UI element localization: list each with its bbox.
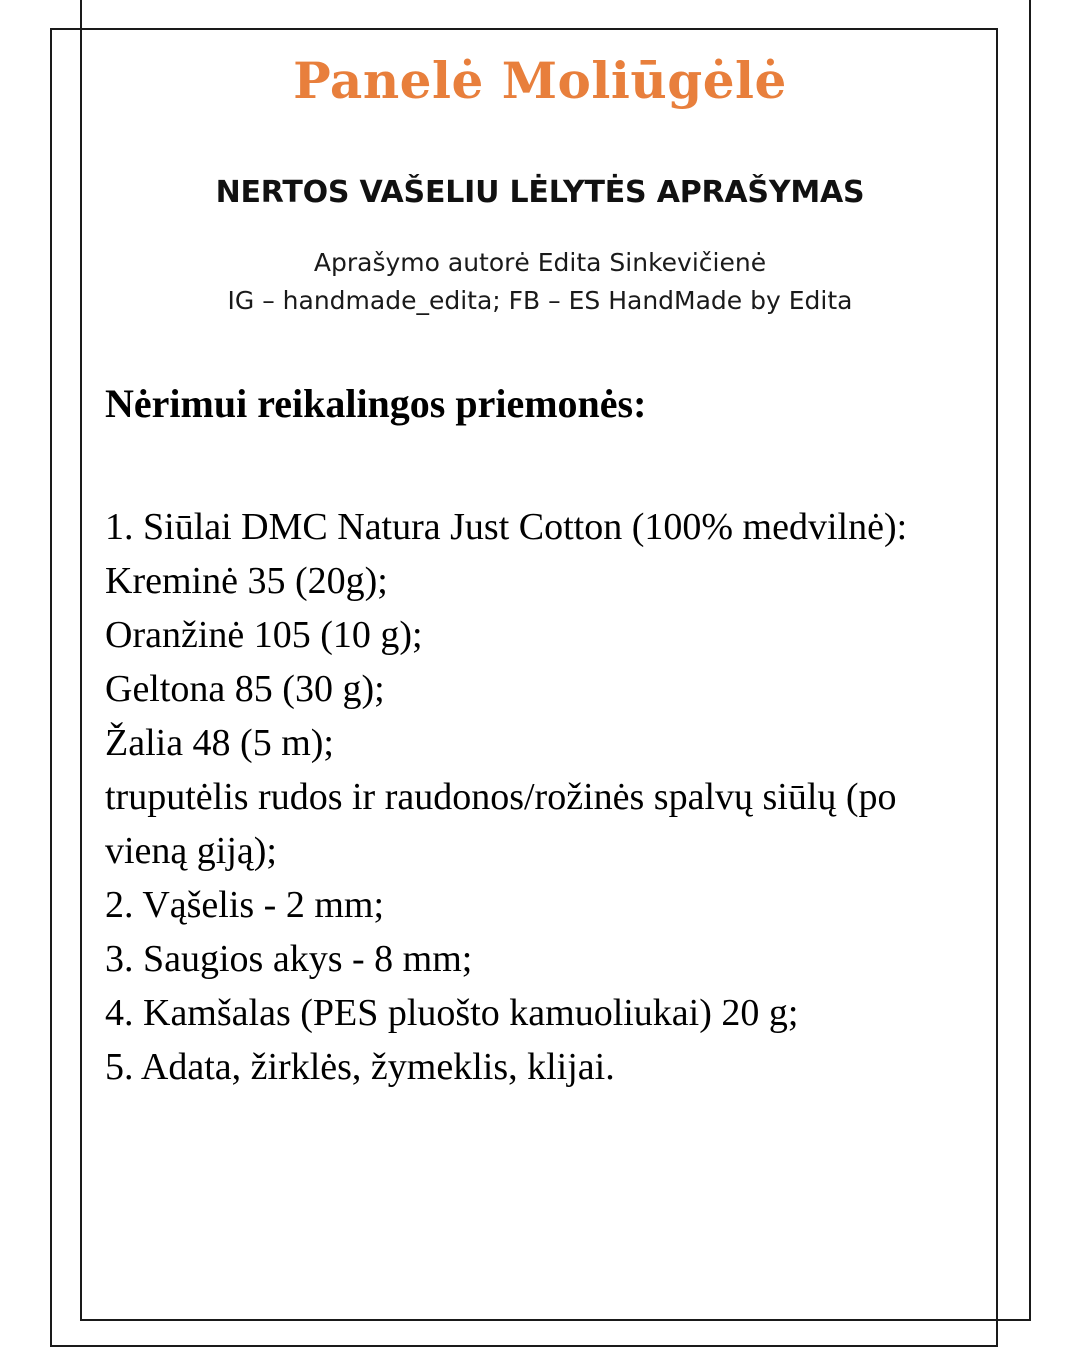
list-item: 1. Siūlai DMC Natura Just Cotton (100% medvilnė): <box>105 506 908 548</box>
list-item: 5. Adata, žirklės, žymeklis, klijai. <box>105 1046 615 1088</box>
list-item: Žalia 48 (5 m); <box>105 722 334 764</box>
list-item: Kreminė 35 (20g); <box>105 560 388 602</box>
list-item: Geltona 85 (30 g); <box>105 668 385 710</box>
list-item: 2. Vąšelis - 2 mm; <box>105 884 385 926</box>
list-item: truputėlis rudos ir raudonos/rožinės spalvų siūlų (po vieną giją); <box>105 776 897 872</box>
list-item: Oranžinė 105 (10 g); <box>105 614 423 656</box>
materials-list <box>105 500 955 1094</box>
byline-author: Aprašymo autorė Edita Sinkevičienė <box>313 248 767 277</box>
byline-social: IG – handmade_edita; FB – ES HandMade by Edita <box>227 286 853 315</box>
list-item: 3. Saugios akys - 8 mm; <box>105 938 473 980</box>
document-subtitle: NERTOS VAŠELIU LĖLYTĖS APRAŠYMAS <box>215 175 865 210</box>
list-item: 4. Kamšalas (PES pluošto kamuoliukai) 20 g; <box>105 992 799 1034</box>
byline <box>105 244 975 320</box>
page-title: Panelė Moliūgėlė <box>293 51 787 110</box>
section-heading-materials: Nėrimui reikalingos priemonės: <box>105 381 647 426</box>
